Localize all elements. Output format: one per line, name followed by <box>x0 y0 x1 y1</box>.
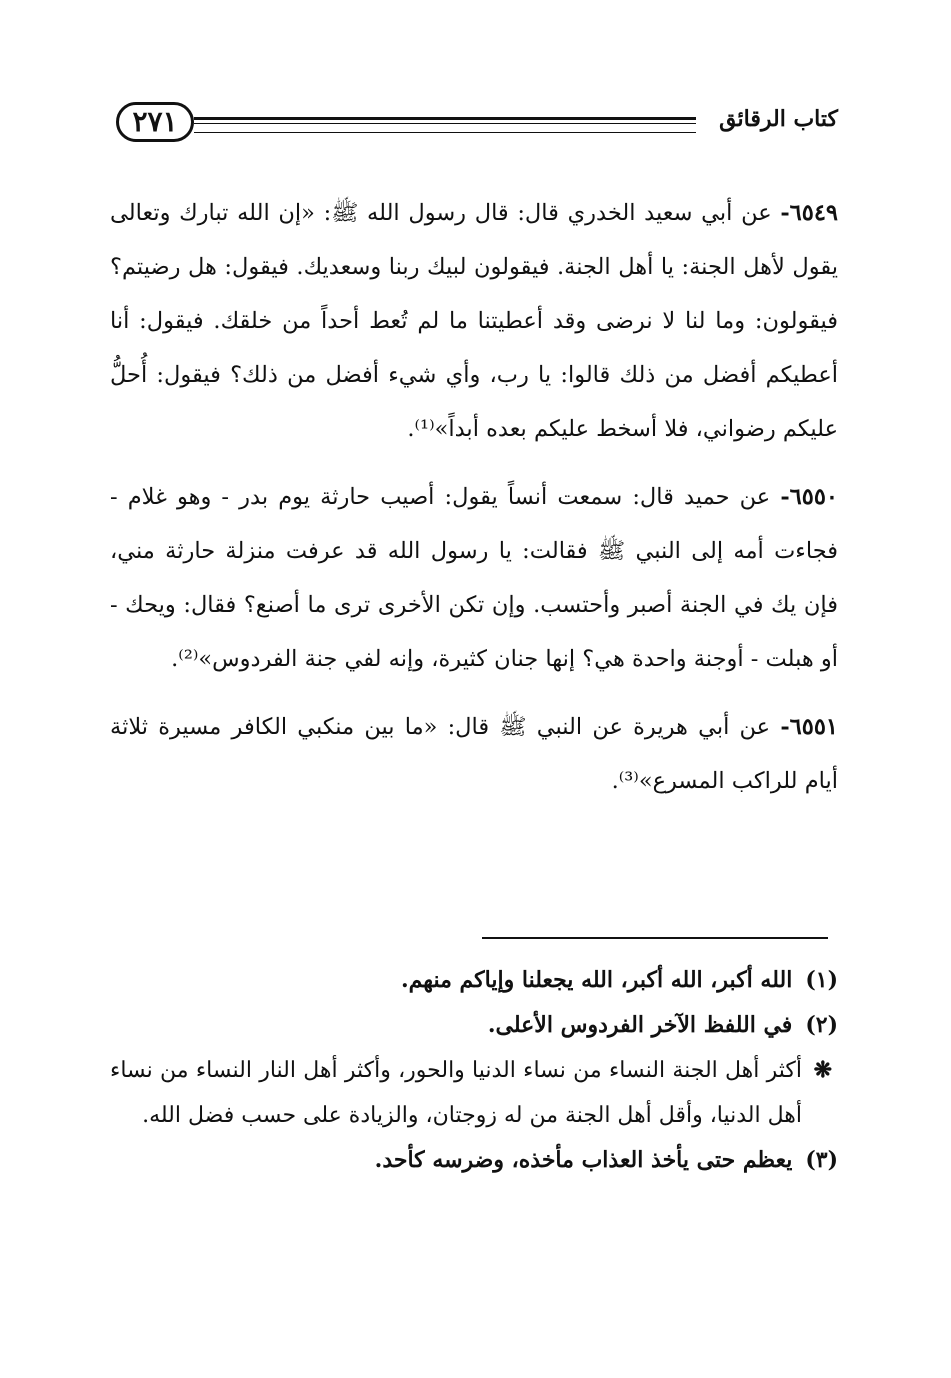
asterisk-note <box>110 1048 838 1138</box>
header-divider <box>194 117 696 133</box>
page-number: ٢٧١ <box>116 102 194 142</box>
footnotes-divider <box>482 937 828 939</box>
hadith-entry <box>110 470 838 686</box>
footnote-marker: (١) <box>805 967 838 993</box>
asterisk-note-text: أكثر أهل الجنة النساء من نساء الدنيا والحور، وأكثر أهل النار النساء من نساء أهل الدنيا، وأقل أهل الجنة من له زوجتان، والزيادة على حسب فضل الله. <box>110 1058 802 1128</box>
hadith-entry <box>110 186 838 456</box>
footnote <box>110 1003 838 1048</box>
hadith-number: ٦٥٥٠- <box>780 484 838 510</box>
book-title: كتاب الرقائق <box>719 106 838 132</box>
asterisk-icon: ❋ <box>813 1057 832 1083</box>
hadith-text: عن حميد قال: سمعت أنساً يقول: أصيب حارثة يوم بدر - وهو غلام - فجاءت أمه إلى النبي ﷺ فقالت: يا رسول الله قد عرفت منزلة حارثة مني، فإن يك في الجنة أصبر وأحتسب. وإن تكن الأخرى ترى ما أصنع؟ فقال: ويحك - أو هبلت - أوجنة واحدة هي؟ إنها جنان كثيرة، وإنه لفي جنة الفردوس»⁽²⁾. <box>110 484 838 672</box>
footnote-text: يعظم حتى يأخذ العذاب مأخذه، وضرسه كأحد. <box>374 1147 793 1173</box>
footnote <box>110 1138 838 1183</box>
main-text <box>110 186 838 822</box>
footnote-text: في اللفظ الآخر الفردوس الأعلى. <box>487 1012 793 1038</box>
footnote-marker: (٢) <box>805 1012 838 1038</box>
hadith-text: عن أبي سعيد الخدري قال: قال رسول الله ﷺ: «إن الله تبارك وتعالى يقول لأهل الجنة: يا أهل الجنة. فيقولون لبيك ربنا وسعديك. فيقول: هل رضيتم؟ فيقولون: وما لنا لا نرضى وقد أعطيتنا ما لم تُعط أحداً من خلقك. فيقول: أنا أعطيكم أفضل من ذلك قالوا: يا رب، وأي شيء أفضل من ذلك؟ فيقول: أُحلُّ عليكم رضواني، فلا أسخط عليكم بعده أبداً»⁽¹⁾. <box>110 200 838 442</box>
hadith-number: ٦٥٥١- <box>780 714 839 740</box>
hadith-entry <box>110 700 838 808</box>
hadith-text: عن أبي هريرة عن النبي ﷺ قال: «ما بين منكبي الكافر مسيرة ثلاثة أيام للراكب المسرع»⁽³⁾. <box>110 714 838 794</box>
footnote <box>110 958 838 1003</box>
footnote-marker: (٣) <box>805 1147 838 1173</box>
footnote-text: الله أكبر، الله أكبر، الله يجعلنا وإياكم منهم. <box>401 967 793 993</box>
hadith-number: ٦٥٤٩- <box>780 200 839 226</box>
page-header <box>110 100 838 152</box>
footnotes <box>110 958 838 1183</box>
